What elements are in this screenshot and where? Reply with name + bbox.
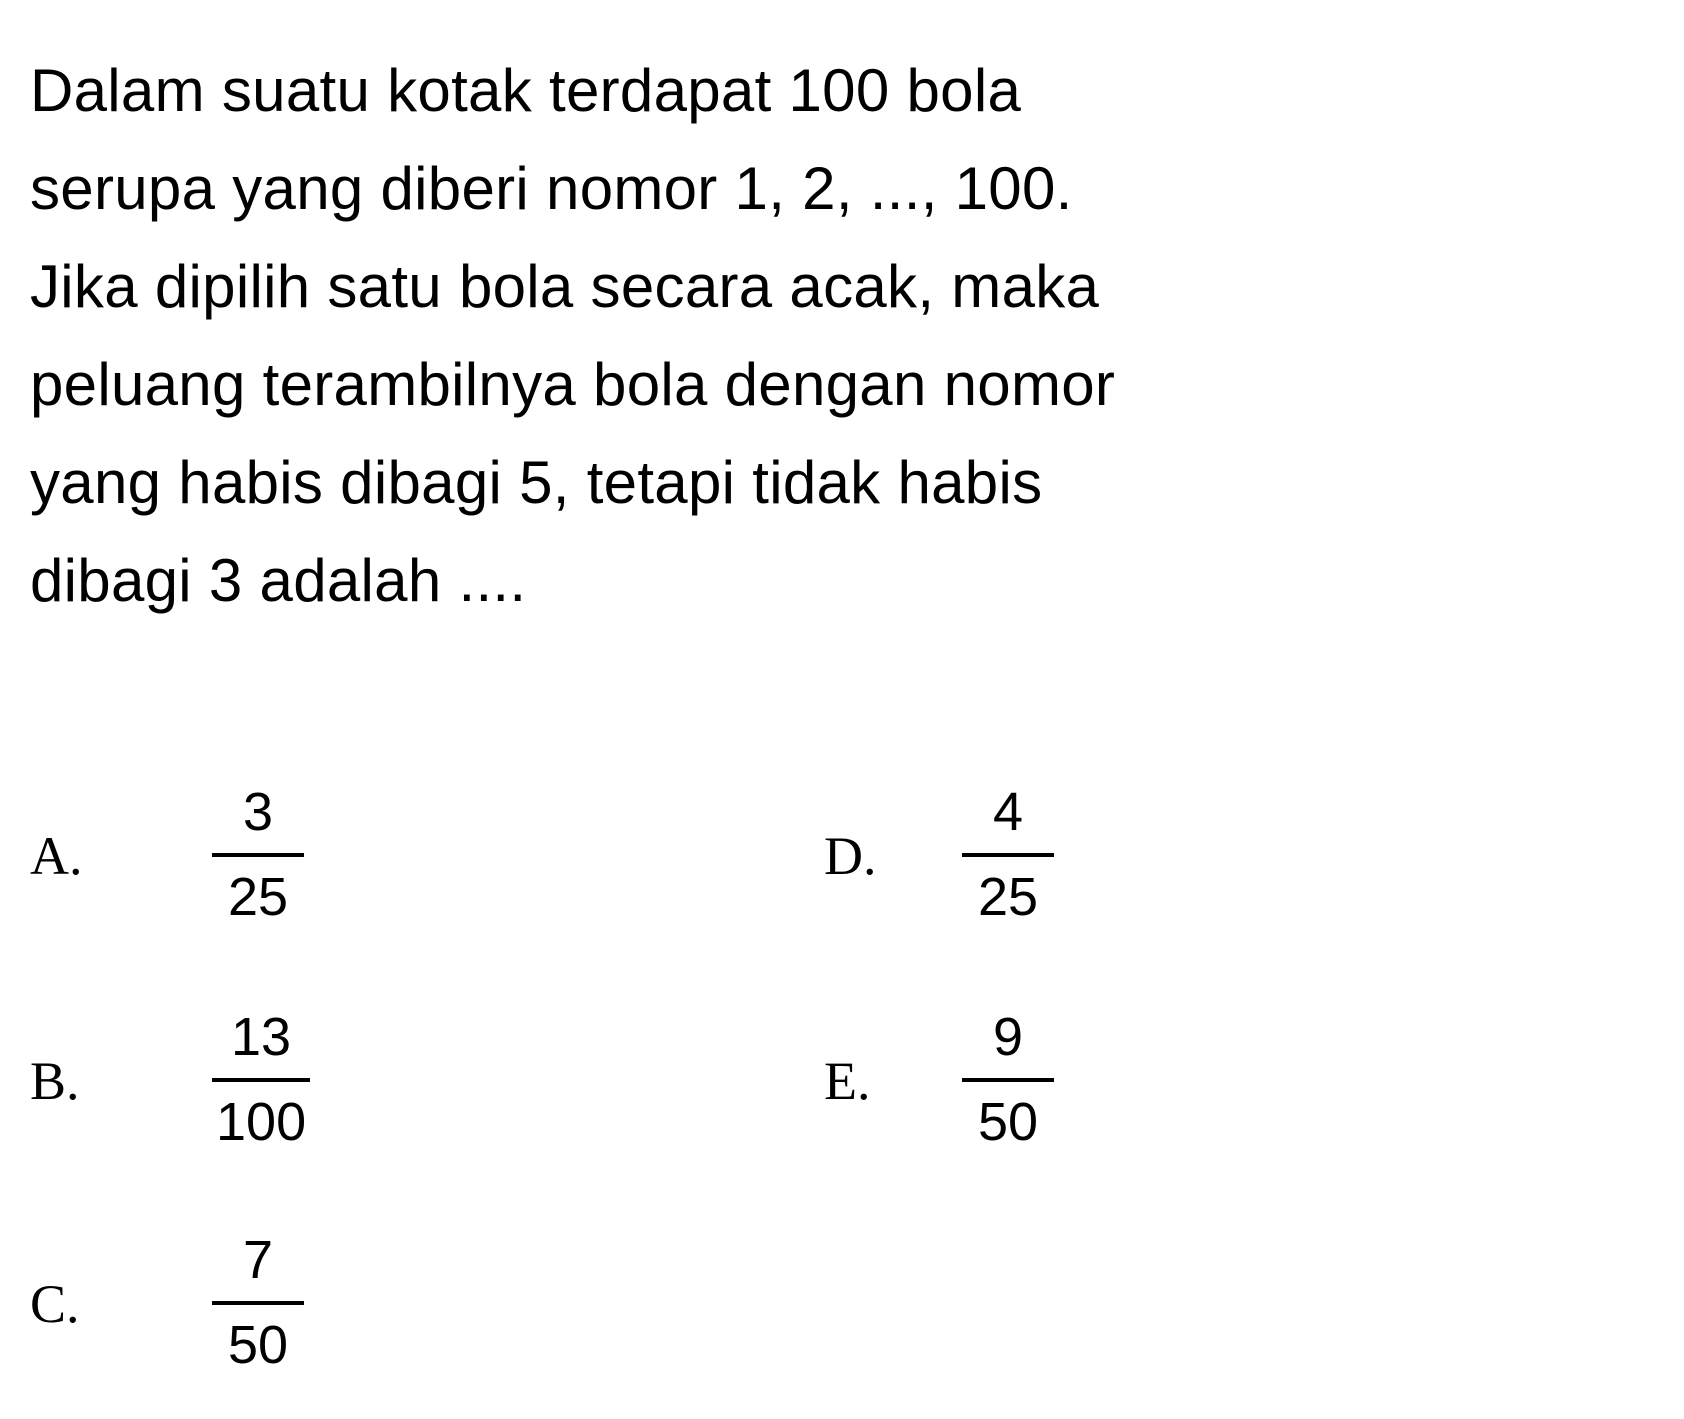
option-b-fraction — [212, 1007, 310, 1152]
fraction-bar — [212, 853, 304, 857]
question-line: yang habis dibagi 5, tetapi tidak habis — [30, 449, 1043, 516]
option-e-label: E. — [824, 1051, 871, 1111]
question-line: dibagi 3 adalah .... — [30, 547, 527, 614]
option-d-label: D. — [824, 826, 877, 886]
fraction-bar — [962, 853, 1054, 857]
option-c-denominator: 50 — [227, 1315, 289, 1375]
fraction-bar — [212, 1078, 310, 1082]
fraction-bar — [962, 1078, 1054, 1082]
option-a-numerator: 3 — [242, 782, 274, 842]
option-c-label: C. — [30, 1274, 80, 1334]
option-d-numerator: 4 — [992, 782, 1024, 842]
option-e-fraction — [962, 1007, 1054, 1152]
option-a-fraction — [212, 782, 304, 927]
option-d-denominator: 25 — [977, 867, 1039, 927]
option-e-numerator: 9 — [992, 1007, 1024, 1067]
option-e-denominator: 50 — [977, 1092, 1039, 1152]
question-line: Jika dipilih satu bola secara acak, maka — [30, 253, 1100, 320]
question-text — [30, 42, 1510, 630]
question-line: Dalam suatu kotak terdapat 100 bola — [30, 57, 1022, 124]
option-c-numerator: 7 — [242, 1230, 274, 1290]
option-a-denominator: 25 — [227, 867, 289, 927]
option-a-label: A. — [30, 826, 83, 886]
option-c-fraction — [212, 1230, 304, 1375]
option-d-fraction — [962, 782, 1054, 927]
option-b-numerator: 13 — [231, 1007, 292, 1067]
question-line: serupa yang diberi nomor 1, 2, ..., 100. — [30, 155, 1073, 222]
question-line: peluang terambilnya bola dengan nomor — [30, 351, 1116, 418]
fraction-bar — [212, 1301, 304, 1305]
option-b-denominator: 100 — [216, 1092, 307, 1152]
option-b-label: B. — [30, 1051, 80, 1111]
